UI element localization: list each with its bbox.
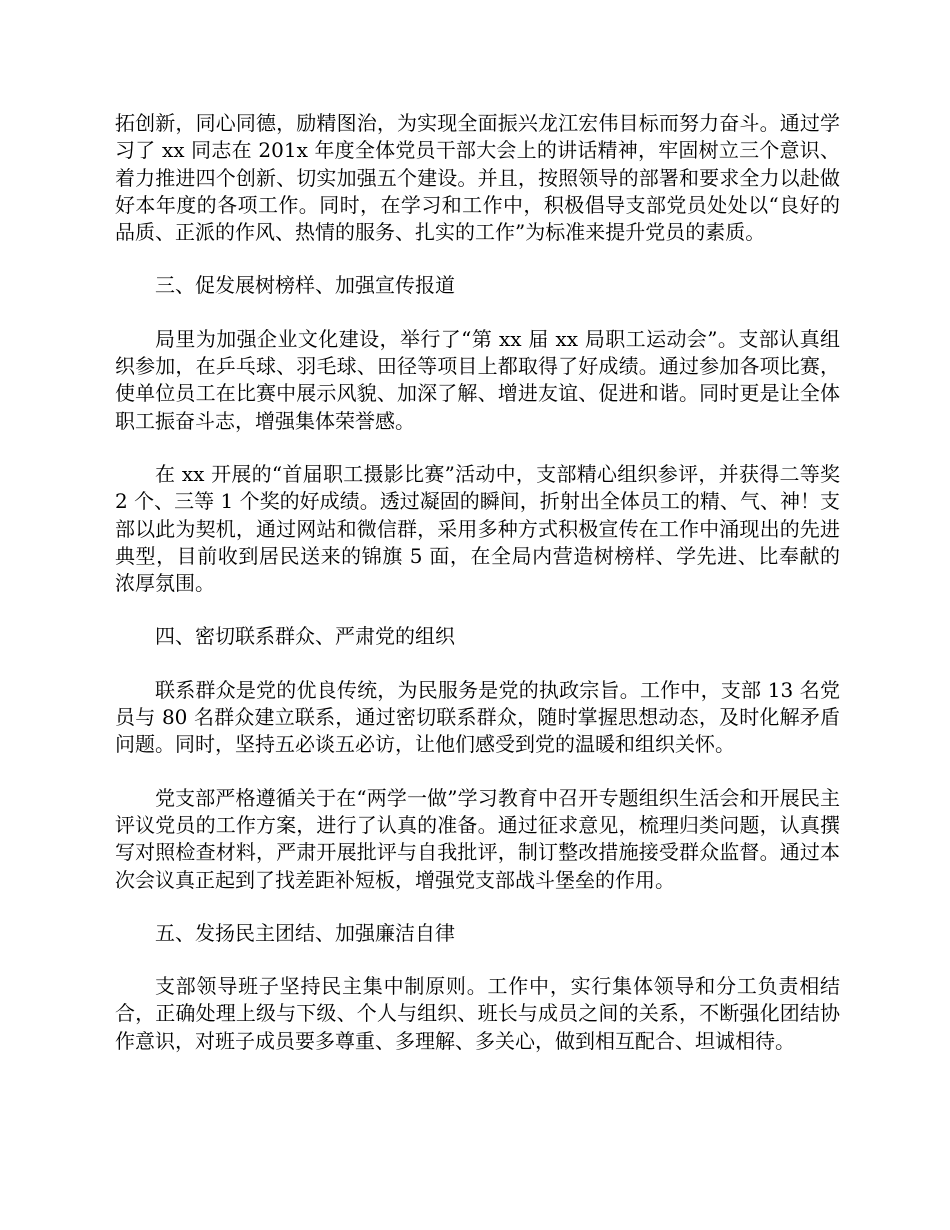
section-heading-3: 三、促发展树榜样、加强宣传报道 xyxy=(155,273,455,298)
paragraph-democratic-centralism: 支部领导班子坚持民主集中制原则。工作中，实行集体领导和分工负责相结合，正确处理上级与下级、个人与组织、班长与成员之间的关系，不断强化团结协作意识，对班子成员要多尊重、多理解、多关心，做到相互配合、坦诚相待。 xyxy=(115,974,840,1053)
paragraph-sports-meet: 局里为加强企业文化建设，举行了“第 xx 届 xx 局职工运动会”。支部认真组织参加，在乒乓球、羽毛球、田径等项目上都取得了好成绩。通过参加各项比赛，使单位员工在比赛中展示风貌、加深了解、增进友谊、促进和谐。同时更是让全体职工振奋斗志，增强集体荣誉感。 xyxy=(115,326,840,433)
paragraph-study-spirit: 拓创新，同心同德，励精图治，为实现全面振兴龙江宏伟目标而努力奋斗。通过学习了 xx 同志在 201x 年度全体党员干部大会上的讲话精神，牢固树立三个意识、着力推进四个创新、切实加强五个建设。并且，按照领导的部署和要求全力以赴做好本年度的各项工作。同时，在学习和工作中，积极倡导支部党员处处以“良好的品质、正派的作风、热情的服务、扎实的工作”为标准来提升党员的素质。 xyxy=(115,111,840,245)
paragraph-contact-masses: 联系群众是党的优良传统，为民服务是党的执政宗旨。工作中，支部 13 名党员与 80 名群众建立联系，通过密切联系群众，随时掌握思想动态，及时化解矛盾问题。同时，坚持五必谈五必访，让他们感受到党的温暖和组织关怀。 xyxy=(115,677,840,757)
paragraph-life-meeting: 党支部严格遵循关于在“两学一做”学习教育中召开专题组织生活会和开展民主评议党员的工作方案，进行了认真的准备。通过征求意见，梳理归类问题，认真撰写对照检查材料，严肃开展批评与自我批评，制订整改措施接受群众监督。通过本次会议真正起到了找差距补短板，增强党支部战斗堡垒的作用。 xyxy=(115,785,840,892)
section-heading-4: 四、密切联系群众、严肃党的组织 xyxy=(155,624,455,649)
paragraph-photo-contest: 在 xx 开展的“首届职工摄影比赛”活动中，支部精心组织参评，并获得二等奖 2 个、三等 1 个奖的好成绩。透过凝固的瞬间，折射出全体员工的精、气、神！支部以此为契机，通过网站和微信群，采用多种方式积极宣传在工作中涌现出的先进典型，目前收到居民送来的锦旗 5 面，在全局内营造树榜样、学先进、比奉献的浓厚氛围。 xyxy=(115,461,840,596)
section-heading-5: 五、发扬民主团结、加强廉洁自律 xyxy=(155,920,455,945)
